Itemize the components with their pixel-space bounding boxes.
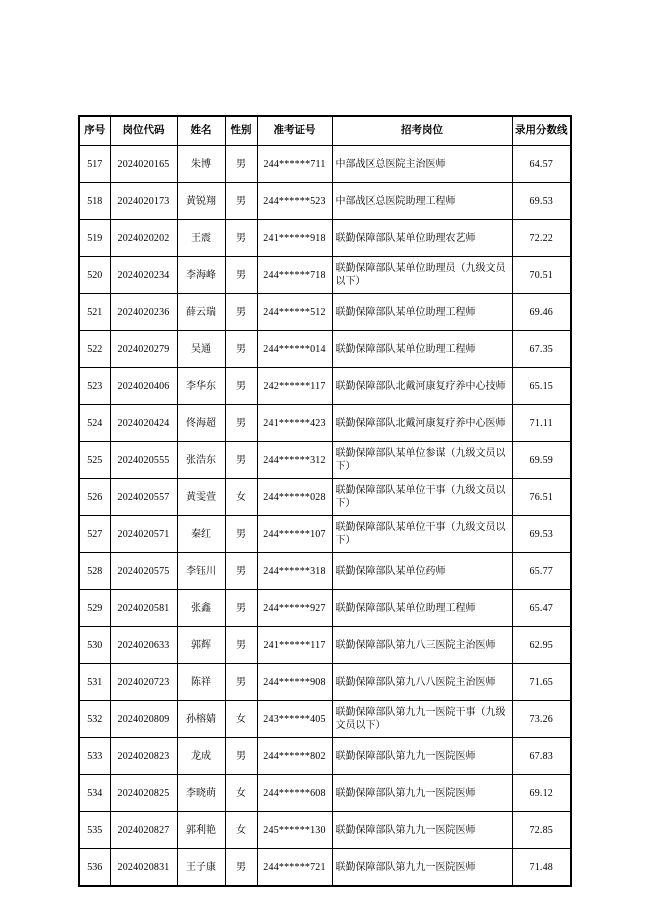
cell-name: 陈祥 bbox=[177, 664, 225, 701]
cell-code: 2024020165 bbox=[110, 146, 177, 183]
cell-serial: 536 bbox=[79, 849, 110, 887]
column-header-score: 录用分数线 bbox=[512, 116, 571, 146]
cell-gender: 男 bbox=[225, 627, 257, 664]
table-row bbox=[79, 442, 571, 479]
cell-code: 2024020827 bbox=[110, 812, 177, 849]
table-row bbox=[79, 479, 571, 516]
cell-code: 2024020633 bbox=[110, 627, 177, 664]
cell-score: 69.53 bbox=[512, 516, 571, 553]
cell-position: 联勤保障部队某单位助理工程师 bbox=[332, 294, 512, 331]
cell-name: 李钰川 bbox=[177, 553, 225, 590]
cell-position: 联勤保障部队某单位干事（九级文员以下） bbox=[332, 479, 512, 516]
cell-score: 71.65 bbox=[512, 664, 571, 701]
recruitment-score-table bbox=[78, 115, 572, 887]
cell-serial: 530 bbox=[79, 627, 110, 664]
cell-ticket: 244******523 bbox=[257, 183, 332, 220]
cell-gender: 男 bbox=[225, 849, 257, 887]
cell-serial: 518 bbox=[79, 183, 110, 220]
cell-name: 李华东 bbox=[177, 368, 225, 405]
cell-serial: 528 bbox=[79, 553, 110, 590]
cell-serial: 521 bbox=[79, 294, 110, 331]
cell-score: 69.53 bbox=[512, 183, 571, 220]
cell-code: 2024020557 bbox=[110, 479, 177, 516]
cell-gender: 男 bbox=[225, 220, 257, 257]
cell-gender: 男 bbox=[225, 146, 257, 183]
table-body bbox=[79, 146, 571, 887]
cell-gender: 男 bbox=[225, 257, 257, 294]
cell-serial: 529 bbox=[79, 590, 110, 627]
cell-code: 2024020823 bbox=[110, 738, 177, 775]
cell-serial: 523 bbox=[79, 368, 110, 405]
cell-code: 2024020279 bbox=[110, 331, 177, 368]
table-row bbox=[79, 146, 571, 183]
cell-serial: 524 bbox=[79, 405, 110, 442]
cell-position: 联勤保障部队第九九一医院医师 bbox=[332, 849, 512, 887]
cell-position: 联勤保障部队某单位药师 bbox=[332, 553, 512, 590]
cell-serial: 520 bbox=[79, 257, 110, 294]
cell-name: 张鑫 bbox=[177, 590, 225, 627]
cell-gender: 男 bbox=[225, 294, 257, 331]
table-row bbox=[79, 553, 571, 590]
cell-score: 67.83 bbox=[512, 738, 571, 775]
cell-position: 联勤保障部队第九九一医院医师 bbox=[332, 812, 512, 849]
cell-name: 薛云瑞 bbox=[177, 294, 225, 331]
cell-ticket: 242******117 bbox=[257, 368, 332, 405]
cell-gender: 女 bbox=[225, 775, 257, 812]
cell-position: 联勤保障部队某单位助理工程师 bbox=[332, 590, 512, 627]
table-row bbox=[79, 183, 571, 220]
cell-position: 中部战区总医院助理工程师 bbox=[332, 183, 512, 220]
cell-position: 联勤保障部队某单位助理农艺师 bbox=[332, 220, 512, 257]
cell-code: 2024020202 bbox=[110, 220, 177, 257]
cell-ticket: 243******405 bbox=[257, 701, 332, 738]
cell-ticket: 244******014 bbox=[257, 331, 332, 368]
cell-score: 65.77 bbox=[512, 553, 571, 590]
cell-name: 王震 bbox=[177, 220, 225, 257]
cell-name: 黄锐翔 bbox=[177, 183, 225, 220]
cell-position: 联勤保障部队第九九一医院医师 bbox=[332, 775, 512, 812]
cell-score: 71.48 bbox=[512, 849, 571, 887]
table-row bbox=[79, 701, 571, 738]
column-header-gender: 性别 bbox=[225, 116, 257, 146]
cell-code: 2024020571 bbox=[110, 516, 177, 553]
cell-name: 龙成 bbox=[177, 738, 225, 775]
cell-serial: 533 bbox=[79, 738, 110, 775]
cell-serial: 535 bbox=[79, 812, 110, 849]
column-header-name: 姓名 bbox=[177, 116, 225, 146]
table-row bbox=[79, 257, 571, 294]
cell-gender: 男 bbox=[225, 183, 257, 220]
cell-gender: 女 bbox=[225, 479, 257, 516]
cell-ticket: 244******802 bbox=[257, 738, 332, 775]
cell-score: 72.85 bbox=[512, 812, 571, 849]
cell-score: 62.95 bbox=[512, 627, 571, 664]
cell-position: 联勤保障部队某单位助理员（九级文员以下） bbox=[332, 257, 512, 294]
cell-score: 71.11 bbox=[512, 405, 571, 442]
cell-code: 2024020406 bbox=[110, 368, 177, 405]
cell-ticket: 244******312 bbox=[257, 442, 332, 479]
table-row bbox=[79, 812, 571, 849]
cell-ticket: 244******028 bbox=[257, 479, 332, 516]
column-header-ticket: 准考证号 bbox=[257, 116, 332, 146]
cell-score: 76.51 bbox=[512, 479, 571, 516]
cell-ticket: 244******718 bbox=[257, 257, 332, 294]
cell-serial: 531 bbox=[79, 664, 110, 701]
table-row bbox=[79, 590, 571, 627]
cell-gender: 女 bbox=[225, 812, 257, 849]
cell-name: 孙榕婧 bbox=[177, 701, 225, 738]
cell-position: 联勤保障部队某单位干事（九级文员以下） bbox=[332, 516, 512, 553]
cell-code: 2024020809 bbox=[110, 701, 177, 738]
cell-score: 73.26 bbox=[512, 701, 571, 738]
cell-score: 70.51 bbox=[512, 257, 571, 294]
cell-serial: 517 bbox=[79, 146, 110, 183]
table-row bbox=[79, 331, 571, 368]
column-header-code: 岗位代码 bbox=[110, 116, 177, 146]
cell-position: 联勤保障部队北戴河康复疗养中心技师 bbox=[332, 368, 512, 405]
cell-name: 李晓萌 bbox=[177, 775, 225, 812]
cell-ticket: 244******318 bbox=[257, 553, 332, 590]
cell-ticket: 241******117 bbox=[257, 627, 332, 664]
cell-serial: 534 bbox=[79, 775, 110, 812]
cell-name: 黄雯萱 bbox=[177, 479, 225, 516]
table-head bbox=[79, 116, 571, 146]
table-row bbox=[79, 220, 571, 257]
table-row bbox=[79, 627, 571, 664]
cell-code: 2024020825 bbox=[110, 775, 177, 812]
table-row bbox=[79, 738, 571, 775]
cell-name: 朱博 bbox=[177, 146, 225, 183]
cell-ticket: 241******918 bbox=[257, 220, 332, 257]
column-header-serial: 序号 bbox=[79, 116, 110, 146]
cell-gender: 男 bbox=[225, 368, 257, 405]
cell-serial: 519 bbox=[79, 220, 110, 257]
cell-gender: 男 bbox=[225, 664, 257, 701]
cell-gender: 男 bbox=[225, 405, 257, 442]
cell-gender: 男 bbox=[225, 442, 257, 479]
cell-ticket: 244******908 bbox=[257, 664, 332, 701]
table-row bbox=[79, 849, 571, 887]
cell-serial: 527 bbox=[79, 516, 110, 553]
cell-name: 李海峰 bbox=[177, 257, 225, 294]
cell-score: 69.46 bbox=[512, 294, 571, 331]
cell-score: 65.47 bbox=[512, 590, 571, 627]
cell-ticket: 244******107 bbox=[257, 516, 332, 553]
cell-position: 中部战区总医院主治医师 bbox=[332, 146, 512, 183]
table-row bbox=[79, 368, 571, 405]
table-header-row bbox=[79, 116, 571, 146]
cell-position: 联勤保障部队第九九一医院干事（九级文员以下） bbox=[332, 701, 512, 738]
cell-gender: 男 bbox=[225, 590, 257, 627]
cell-score: 69.59 bbox=[512, 442, 571, 479]
cell-code: 2024020581 bbox=[110, 590, 177, 627]
cell-position: 联勤保障部队某单位助理工程师 bbox=[332, 331, 512, 368]
cell-position: 联勤保障部队北戴河康复疗养中心医师 bbox=[332, 405, 512, 442]
cell-score: 65.15 bbox=[512, 368, 571, 405]
column-header-position: 招考岗位 bbox=[332, 116, 512, 146]
cell-position: 联勤保障部队第九八八医院主治医师 bbox=[332, 664, 512, 701]
cell-score: 69.12 bbox=[512, 775, 571, 812]
cell-serial: 525 bbox=[79, 442, 110, 479]
table-row bbox=[79, 294, 571, 331]
cell-name: 佟海超 bbox=[177, 405, 225, 442]
cell-ticket: 244******711 bbox=[257, 146, 332, 183]
cell-name: 郭利艳 bbox=[177, 812, 225, 849]
cell-code: 2024020236 bbox=[110, 294, 177, 331]
cell-name: 郭辉 bbox=[177, 627, 225, 664]
cell-ticket: 241******423 bbox=[257, 405, 332, 442]
cell-position: 联勤保障部队某单位参谋（九级文员以下） bbox=[332, 442, 512, 479]
cell-ticket: 245******130 bbox=[257, 812, 332, 849]
cell-gender: 男 bbox=[225, 516, 257, 553]
cell-ticket: 244******927 bbox=[257, 590, 332, 627]
cell-serial: 526 bbox=[79, 479, 110, 516]
cell-code: 2024020234 bbox=[110, 257, 177, 294]
cell-ticket: 244******721 bbox=[257, 849, 332, 887]
cell-gender: 男 bbox=[225, 738, 257, 775]
cell-name: 秦红 bbox=[177, 516, 225, 553]
cell-name: 吴通 bbox=[177, 331, 225, 368]
cell-score: 67.35 bbox=[512, 331, 571, 368]
cell-score: 72.22 bbox=[512, 220, 571, 257]
cell-gender: 男 bbox=[225, 331, 257, 368]
cell-gender: 女 bbox=[225, 701, 257, 738]
cell-code: 2024020173 bbox=[110, 183, 177, 220]
cell-ticket: 244******608 bbox=[257, 775, 332, 812]
cell-code: 2024020575 bbox=[110, 553, 177, 590]
cell-serial: 532 bbox=[79, 701, 110, 738]
table-row bbox=[79, 664, 571, 701]
cell-ticket: 244******512 bbox=[257, 294, 332, 331]
table-row bbox=[79, 775, 571, 812]
cell-code: 2024020723 bbox=[110, 664, 177, 701]
cell-code: 2024020831 bbox=[110, 849, 177, 887]
table-row bbox=[79, 516, 571, 553]
cell-code: 2024020424 bbox=[110, 405, 177, 442]
cell-gender: 男 bbox=[225, 553, 257, 590]
cell-name: 张浩东 bbox=[177, 442, 225, 479]
cell-score: 64.57 bbox=[512, 146, 571, 183]
cell-serial: 522 bbox=[79, 331, 110, 368]
cell-name: 王子康 bbox=[177, 849, 225, 887]
table-row bbox=[79, 405, 571, 442]
cell-code: 2024020555 bbox=[110, 442, 177, 479]
cell-position: 联勤保障部队第九九一医院医师 bbox=[332, 738, 512, 775]
cell-position: 联勤保障部队第九八三医院主治医师 bbox=[332, 627, 512, 664]
